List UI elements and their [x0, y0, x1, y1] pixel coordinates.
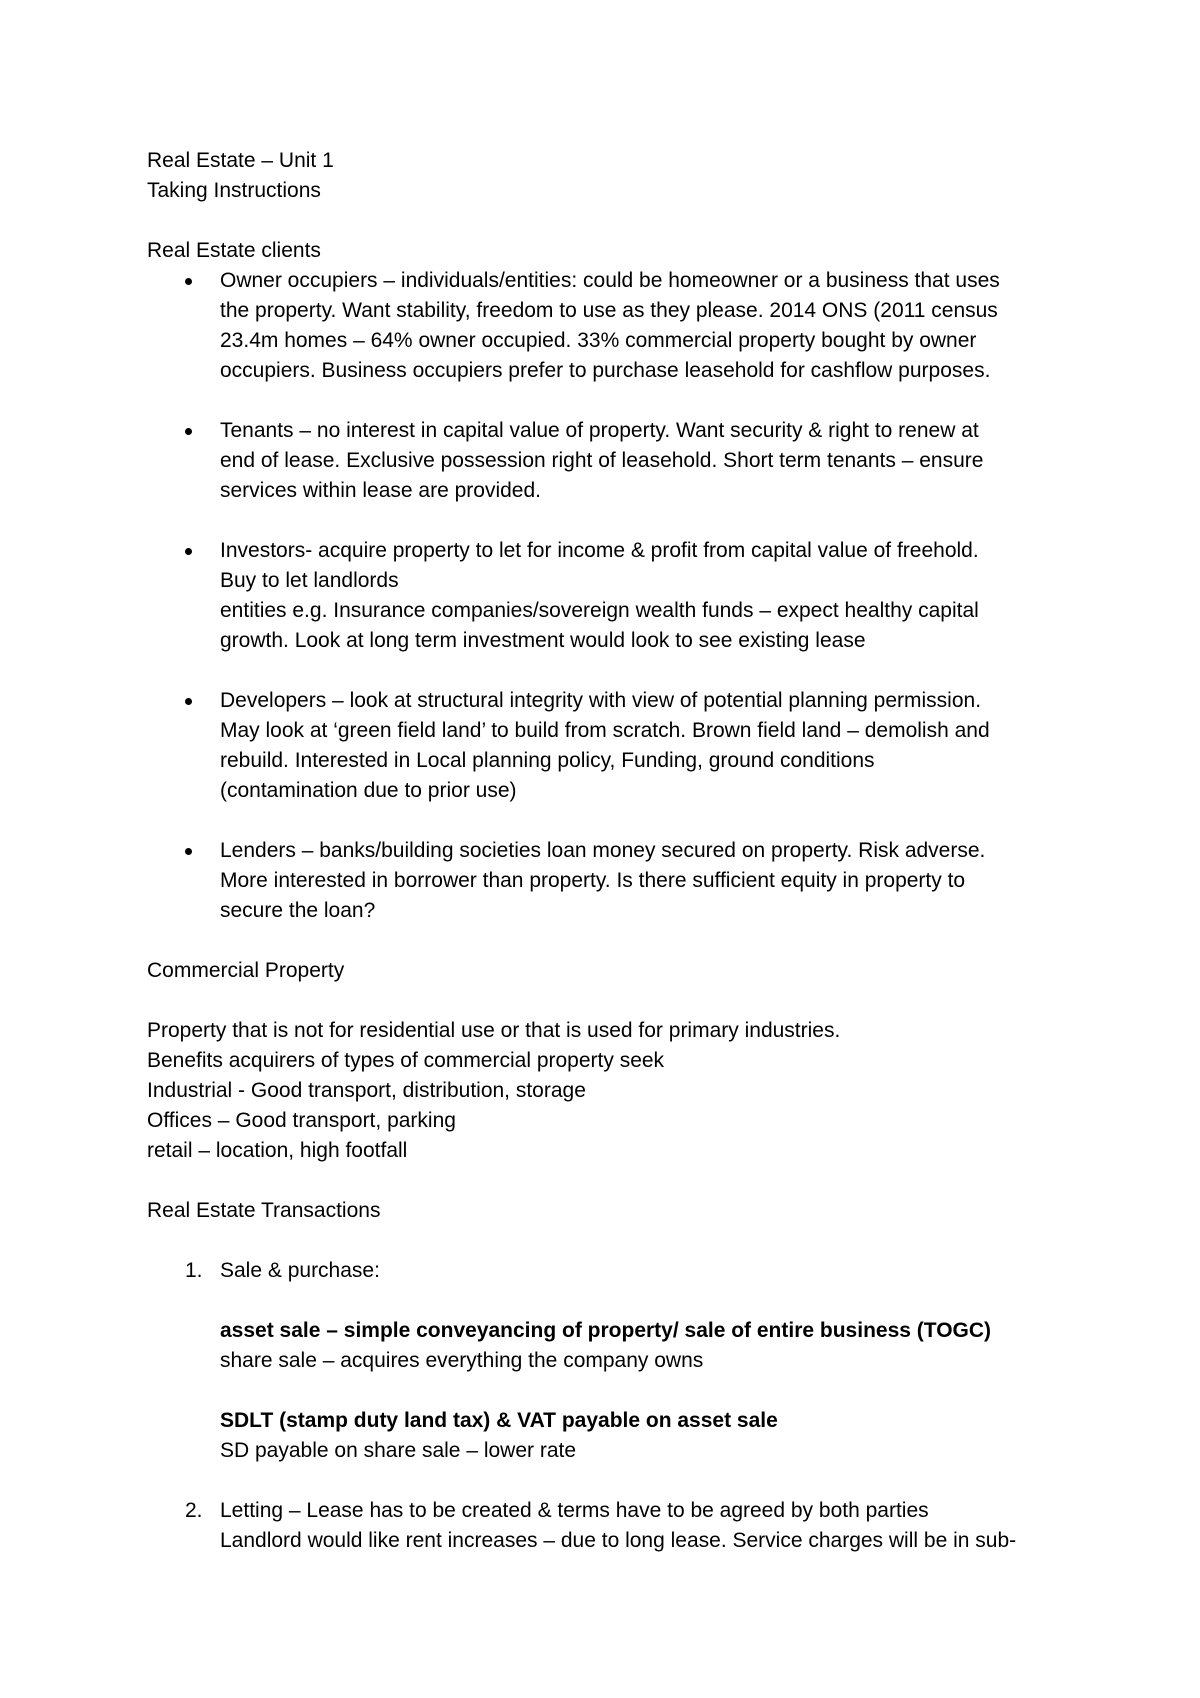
letting-line-2: Landlord would like rent increases – due to long lease. Service charges will be in sub-: [220, 1529, 1017, 1552]
sd-line: SD payable on share sale – lower rate: [220, 1439, 577, 1462]
sale-purchase-title: Sale & purchase:: [220, 1259, 380, 1282]
list-number: 1.: [185, 1259, 203, 1282]
list-item-line: Investors- acquire property to let for income & profit from capital value of freehold.: [220, 539, 979, 562]
commercial-definition: Property that is not for residential use or that is used for primary industries.: [147, 1019, 841, 1042]
commercial-benefits: Benefits acquirers of types of commercial property seek: [147, 1049, 665, 1072]
bullet-icon: [185, 278, 192, 285]
commercial-retail: retail – location, high footfall: [147, 1139, 408, 1162]
list-number: 2.: [185, 1499, 203, 1522]
commercial-offices: Offices – Good transport, parking: [147, 1109, 456, 1132]
list-item-line: More interested in borrower than property. Is there sufficient equity in property to: [220, 869, 966, 892]
document-page: [147, 146, 1077, 1556]
transaction-letting: [147, 1496, 1077, 1556]
list-item-line: growth. Look at long term investment would look to see existing lease: [220, 629, 866, 652]
list-item-line: rebuild. Interested in Local planning policy, Funding, ground conditions: [220, 749, 875, 772]
list-item-line: end of lease. Exclusive possession right of leasehold. Short term tenants – ensure: [220, 449, 984, 472]
document-subtitle: Taking Instructions: [147, 179, 321, 202]
bullet-icon: [185, 698, 192, 705]
client-owner-occupiers: [147, 266, 1077, 386]
share-sale-line: share sale – acquires everything the company owns: [220, 1349, 704, 1372]
client-developers: [147, 686, 1077, 806]
list-item-line: Developers – look at structural integrity with view of potential planning permission.: [220, 689, 982, 712]
list-item-line: secure the loan?: [220, 899, 376, 922]
list-item-line: Owner occupiers – individuals/entities: could be homeowner or a business that uses: [220, 269, 1000, 292]
transactions-heading: Real Estate Transactions: [147, 1199, 381, 1222]
list-item-line: Lenders – banks/building societies loan money secured on property. Risk adverse.: [220, 839, 986, 862]
letting-line-1: Letting – Lease has to be created & terms have to be agreed by both parties: [220, 1499, 929, 1522]
clients-list: [147, 266, 1077, 926]
document-title: Real Estate – Unit 1: [147, 149, 334, 172]
clients-heading: Real Estate clients: [147, 239, 321, 262]
list-item-line: the property. Want stability, freedom to use as they please. 2014 ONS (2011 census: [220, 299, 998, 322]
client-tenants: [147, 416, 1077, 506]
commercial-industrial: Industrial - Good transport, distribution, storage: [147, 1079, 586, 1102]
bullet-icon: [185, 848, 192, 855]
list-item-line: May look at ‘green field land’ to build from scratch. Brown field land – demolish and: [220, 719, 990, 742]
list-item-line: Buy to let landlords: [220, 569, 399, 592]
list-item-line: 23.4m homes – 64% owner occupied. 33% commercial property bought by owner: [220, 329, 977, 352]
asset-sale-line: asset sale – simple conveyancing of property/ sale of entire business (TOGC): [220, 1319, 992, 1342]
transaction-sale-purchase: [147, 1256, 1077, 1466]
bullet-icon: [185, 428, 192, 435]
list-item-line: occupiers. Business occupiers prefer to purchase leasehold for cashflow purposes.: [220, 359, 991, 382]
client-investors: [147, 536, 1077, 656]
commercial-heading: Commercial Property: [147, 959, 345, 982]
list-item-line: entities e.g. Insurance companies/sovereign wealth funds – expect healthy capital: [220, 599, 979, 622]
client-lenders: [147, 836, 1077, 926]
list-item-line: services within lease are provided.: [220, 479, 541, 502]
bullet-icon: [185, 548, 192, 555]
list-item-line: Tenants – no interest in capital value of property. Want security & right to renew at: [220, 419, 979, 442]
list-item-line: (contamination due to prior use): [220, 779, 517, 802]
sdlt-line: SDLT (stamp duty land tax) & VAT payable on asset sale: [220, 1409, 778, 1432]
